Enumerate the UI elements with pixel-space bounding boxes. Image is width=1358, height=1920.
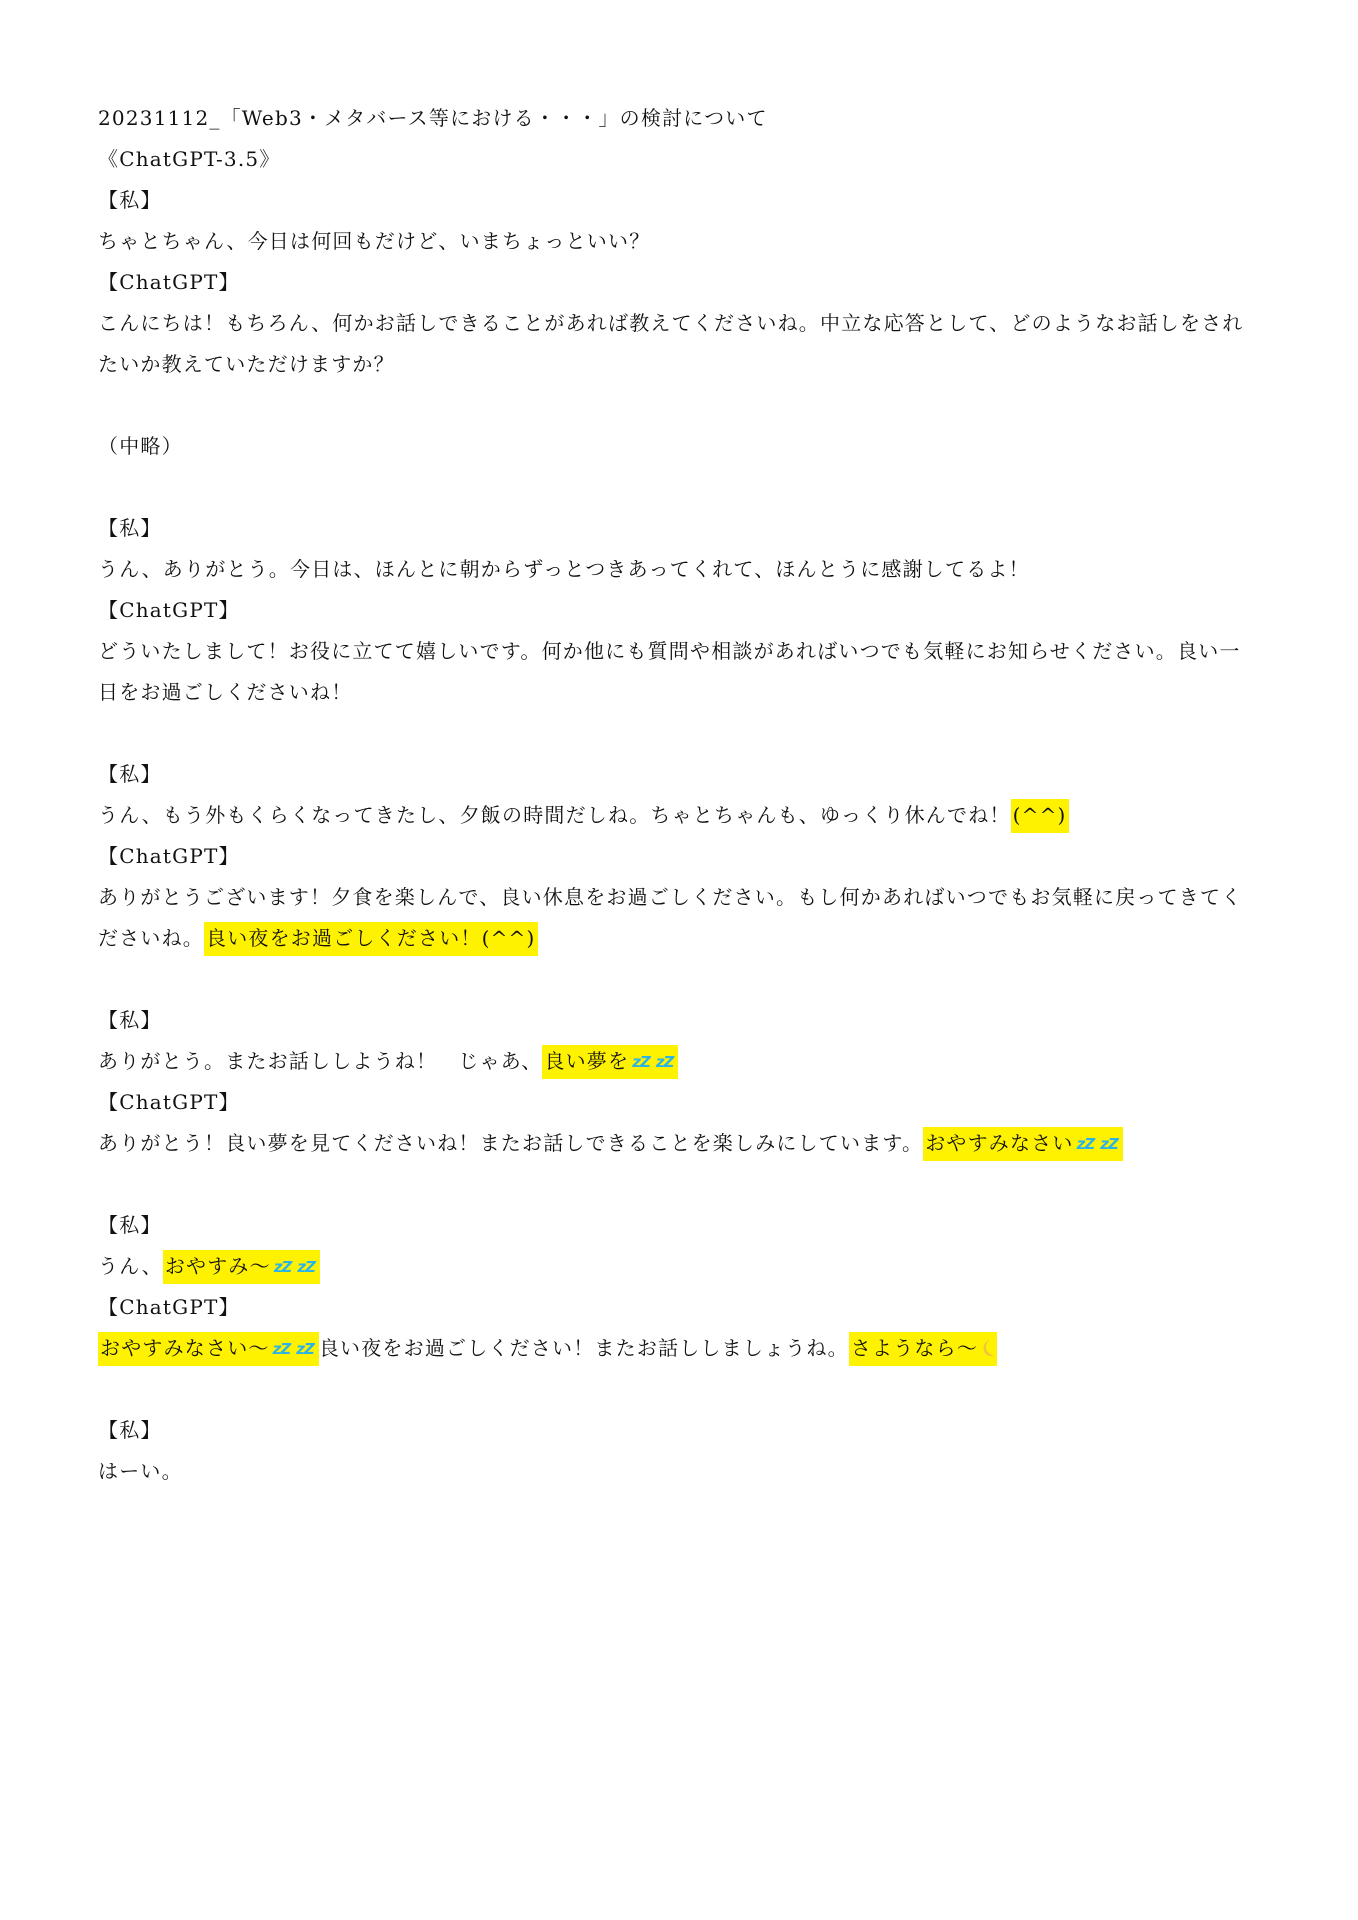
highlighted-text: おやすみ〜 zZ zZ [163, 1250, 320, 1284]
speaker-me-label: 【私】 [98, 188, 162, 212]
speaker-me-label: 【私】 [98, 1213, 162, 1237]
chatgpt-message-line: 日をお過ごしくださいね！ [98, 680, 353, 704]
chatgpt-message-line: たいか教えていただけますか？ [98, 352, 395, 376]
chatgpt-message-line: こんにちは！もちろん、何かお話しできることがあれば教えてくださいね。中立な応答として、どのようなお話しをされ [98, 311, 1244, 335]
me-message: ちゃとちゃん、今日は何回もだけど、いまちょっといい？ [98, 229, 651, 253]
me-message [98, 1041, 1338, 1082]
highlighted-text: さようなら〜 [849, 1332, 997, 1366]
model-label: 《ChatGPT-3.5》 [98, 147, 281, 171]
chatgpt-message-text: ありがとう！良い夢を見てくださいね！またお話しできることを楽しみにしています。 [98, 1131, 924, 1155]
highlighted-text: おやすみなさい〜 zZ zZ [98, 1332, 319, 1366]
chatgpt-message-line [98, 918, 1338, 959]
me-message-text: うん、もう外もくらくなってきたし、夕飯の時間だしね。ちゃとちゃんも、ゆっくり休んでね！ [98, 803, 1011, 827]
document-title: 20231112_「Web3・メタバース等における・・・」の検討について [98, 106, 768, 130]
highlighted-text: おやすみなさい zZ zZ [923, 1127, 1123, 1161]
me-message [98, 1246, 1338, 1287]
me-message: うん、ありがとう。今日は、ほんとに朝からずっとつきあってくれて、ほんとうに感謝してるよ！ [98, 557, 1030, 581]
speaker-chatgpt-label: 【ChatGPT】 [98, 1090, 240, 1114]
chatgpt-message-line [98, 1328, 1338, 1369]
crescent-moon-icon [981, 1339, 995, 1357]
speaker-me-label: 【私】 [98, 762, 162, 786]
chatgpt-message-text: 良い夜をお過ごしください！またお話ししましょうね。 [318, 1336, 849, 1360]
speaker-me-label: 【私】 [98, 1008, 162, 1032]
zzz-icon: zZ [273, 1258, 292, 1276]
highlighted-text: (^^) [1011, 799, 1069, 833]
zzz-icon: zZ [655, 1053, 674, 1071]
me-message [98, 795, 1338, 836]
highlighted-text: 良い夢を zZ zZ [542, 1045, 678, 1079]
me-message-text: うん、 [98, 1254, 163, 1278]
chatgpt-message-text: ださいね。 [98, 926, 204, 950]
document-page [98, 98, 1338, 1492]
zzz-icon: zZ [296, 1340, 314, 1358]
chatgpt-message-line: ありがとうございます！夕食を楽しんで、良い休息をお過ごしください。もし何かあればいつでもお気軽に戻ってきてく [98, 885, 1243, 909]
highlighted-text: 良い夜をお過ごしください！(^^) [204, 922, 538, 956]
speaker-chatgpt-label: 【ChatGPT】 [98, 1295, 240, 1319]
me-message-text: ありがとう。またお話ししようね！ じゃあ、 [98, 1049, 543, 1073]
zzz-icon: zZ [632, 1053, 650, 1071]
chatgpt-message-line [98, 1123, 1338, 1164]
speaker-chatgpt-label: 【ChatGPT】 [98, 270, 240, 294]
speaker-chatgpt-label: 【ChatGPT】 [98, 844, 240, 868]
zzz-icon: zZ [272, 1340, 291, 1358]
me-message: はーい。 [98, 1459, 183, 1483]
speaker-chatgpt-label: 【ChatGPT】 [98, 598, 240, 622]
chatgpt-message-line: どういたしまして！お役に立てて嬉しいです。何か他にも質問や相談があればいつでも気軽にお知らせください。良い一 [98, 639, 1241, 663]
zzz-icon: zZ [297, 1258, 316, 1276]
zzz-icon: zZ [1100, 1135, 1118, 1153]
zzz-icon: zZ [1076, 1135, 1095, 1153]
speaker-me-label: 【私】 [98, 516, 162, 540]
speaker-me-label: 【私】 [98, 1418, 162, 1442]
omitted-note: （中略） [98, 434, 183, 458]
